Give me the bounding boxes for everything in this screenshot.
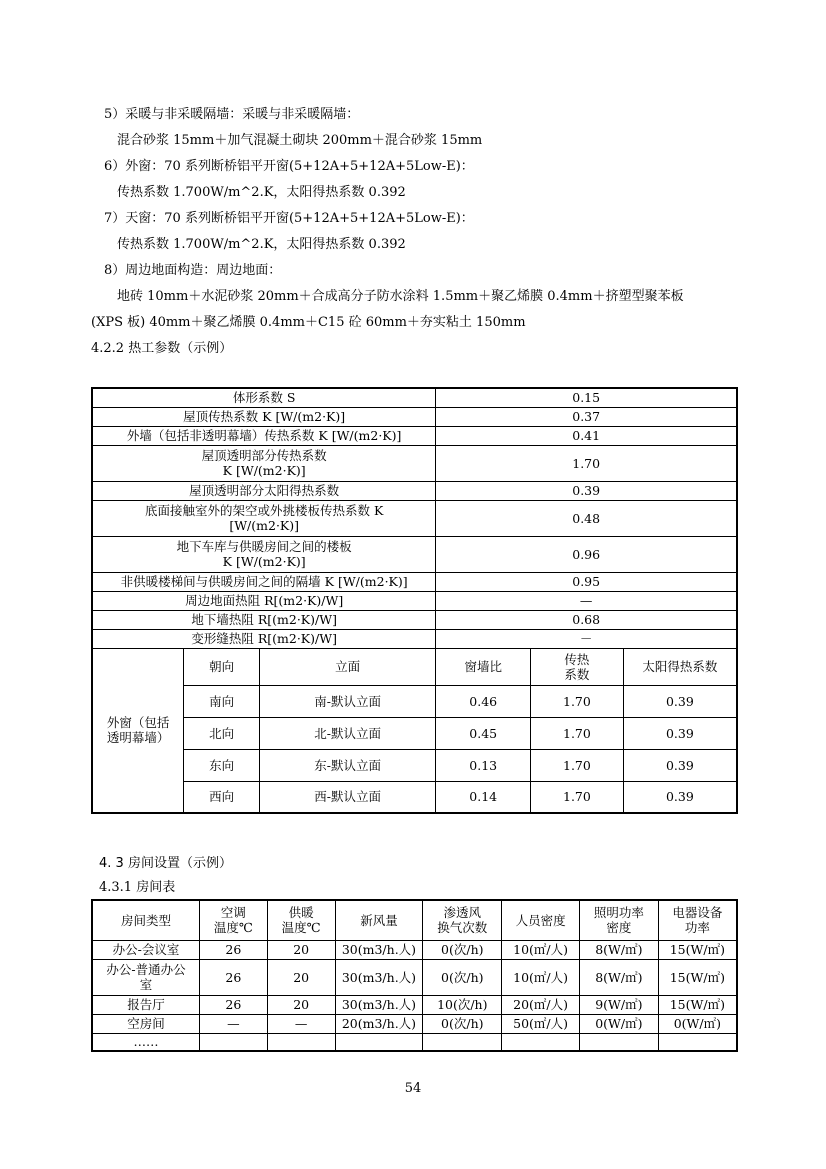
column-header — [200, 900, 268, 940]
parameter-label: 周边地面热阻 R[(m2·K)/W] — [185, 593, 344, 608]
room-value-cell — [335, 959, 423, 995]
text-line: 6）外窗：70 系列断桥铝平开窗(5+12A+5+12A+5Low-E)： — [104, 159, 474, 174]
cell-text: 1.70 — [563, 757, 591, 773]
room-value-cell — [200, 940, 268, 959]
cell-text: 15(W/㎡) — [669, 942, 725, 957]
parameter-value: — — [579, 593, 593, 608]
column-header — [658, 900, 737, 940]
parameter-label-cell — [92, 536, 436, 572]
table-row — [92, 591, 737, 610]
cell-text: 20 — [293, 969, 310, 985]
room-value-cell — [658, 1014, 737, 1033]
room-value-cell — [200, 959, 268, 995]
cell-text: — — [227, 1016, 240, 1031]
window-cell-facade — [259, 749, 435, 781]
cell-text: 0(次/h) — [441, 942, 484, 957]
thermal-parameters-table — [91, 387, 738, 814]
parameter-label-cell — [92, 610, 436, 629]
empty-cell — [335, 1033, 423, 1051]
section-heading: 4.2.2 热工参数（示例） — [91, 341, 233, 356]
header-text: 朝向 — [209, 659, 235, 674]
cell-text: 东向 — [209, 757, 235, 773]
parameter-value: － — [579, 631, 593, 646]
room-value-cell — [423, 1014, 502, 1033]
parameter-value-cell — [436, 445, 737, 481]
window-cell-shgc — [623, 781, 737, 813]
cell-text: 西-默认立面 — [314, 789, 382, 805]
text-line: 混合砂浆 15mm＋加气混凝土砌块 200mm＋混合砂浆 15mm — [117, 133, 483, 148]
parameter-label-cell — [92, 426, 436, 445]
window-cell-shgc — [623, 685, 737, 717]
cell-text: 10(㎡/人) — [513, 942, 569, 957]
table-row — [92, 500, 737, 536]
window-cell-ratio — [436, 781, 531, 813]
room-value-cell — [658, 995, 737, 1014]
cell-text: 南向 — [209, 693, 235, 709]
cell-text: 办公-普通办公 — [106, 962, 186, 977]
parameter-value: 0.15 — [572, 390, 601, 406]
text-line: 8）周边地面构造：周边地面： — [104, 263, 282, 278]
parameter-label: 地下墙热阻 R[(m2·K)/W] — [191, 612, 337, 627]
cell-text: 26 — [225, 942, 242, 957]
header-text: 新风量 — [360, 912, 398, 928]
window-cell-facade — [259, 685, 435, 717]
cell-text: 1.70 — [563, 725, 591, 741]
window-cell-ratio — [436, 749, 531, 781]
cell-text: 0.46 — [469, 693, 498, 709]
room-type-cell — [92, 959, 200, 995]
text-line: 5）采暖与非采暖隔墙：采暖与非采暖隔墙： — [104, 107, 360, 122]
room-value-cell — [658, 959, 737, 995]
parameter-value: 0.95 — [572, 574, 601, 589]
header-text: 电器设备 — [672, 905, 723, 921]
window-cell-u — [531, 781, 624, 813]
room-value-cell — [267, 959, 335, 995]
cell-text: 15(W/㎡) — [669, 997, 725, 1012]
header-text: 供暖 — [288, 905, 314, 921]
table-row — [92, 536, 737, 572]
window-cell-facade — [259, 781, 435, 813]
room-value-cell — [502, 940, 580, 959]
column-header — [335, 900, 423, 940]
table-row — [92, 426, 737, 445]
header-text: 人员密度 — [515, 912, 566, 928]
page-number: 54 — [404, 1081, 422, 1096]
window-cell-shgc — [623, 717, 737, 749]
cell-text: 报告厅 — [127, 997, 165, 1012]
header-text: 窗墙比 — [464, 659, 502, 674]
cell-text: 北-默认立面 — [314, 725, 382, 741]
parameter-value-cell — [436, 572, 737, 591]
parameter-label-cell — [92, 388, 436, 407]
text-line: 7）天窗：70 系列断桥铝平开窗(5+12A+5+12A+5Low-E)： — [104, 211, 474, 226]
window-cell-u — [531, 749, 624, 781]
table-row — [92, 610, 737, 629]
column-header — [259, 648, 435, 685]
room-header-row — [92, 900, 737, 940]
room-value-cell — [200, 995, 268, 1014]
empty-cell — [502, 1033, 580, 1051]
table-row — [92, 388, 737, 407]
text-line: 地砖 10mm＋水泥砂浆 20mm＋合成高分子防水涂料 1.5mm＋聚乙烯膜 0.4mm＋挤塑型聚苯板 — [117, 289, 684, 304]
cell-text: 20(㎡/人) — [513, 997, 569, 1012]
room-value-cell — [267, 1014, 335, 1033]
cell-text: 西向 — [209, 789, 235, 805]
table-row — [92, 1014, 737, 1033]
table-row — [92, 572, 737, 591]
parameter-label: 屋顶传热系数 K [W/(m2·K)] — [183, 409, 346, 424]
cell-text: 办公-会议室 — [112, 942, 180, 957]
column-header — [423, 900, 502, 940]
cell-text: 8(W/㎡) — [595, 969, 643, 985]
text-line: (XPS 板) 40mm＋聚乙烯膜 0.4mm＋C15 砼 60mm＋夯实粘土 150mm — [91, 315, 526, 330]
parameter-label: K [W/(m2·K)] — [222, 463, 306, 478]
window-header-row — [92, 648, 737, 685]
section-heading: 4. 3 房间设置（示例） — [99, 856, 232, 871]
column-header — [531, 648, 624, 685]
text-line: 传热系数 1.700W/m^2.K，太阳得热系数 0.392 — [117, 185, 406, 200]
column-header — [579, 900, 658, 940]
window-cell-facade — [259, 717, 435, 749]
text-line: 传热系数 1.700W/m^2.K，太阳得热系数 0.392 — [117, 237, 406, 252]
table-row — [92, 685, 737, 717]
parameter-label-cell — [92, 407, 436, 426]
window-cell-ratio — [436, 717, 531, 749]
parameter-label: 非供暖楼梯间与供暖房间之间的隔墙 K [W/(m2·K)] — [120, 574, 408, 589]
window-cell-orientation — [184, 717, 260, 749]
empty-cell — [579, 1033, 658, 1051]
cell-text: 0.45 — [469, 725, 498, 741]
empty-cell — [267, 1033, 335, 1051]
empty-cell — [423, 1033, 502, 1051]
cell-text: 30(m3/h.人) — [341, 942, 417, 957]
cell-text: 1.70 — [563, 789, 591, 805]
parameter-label-cell — [92, 481, 436, 500]
cell-text: — — [294, 1016, 308, 1031]
cell-text: 0(次/h) — [441, 1016, 484, 1031]
header-text: 房间类型 — [120, 912, 171, 928]
header-text: 温度℃ — [213, 920, 253, 936]
room-type-cell — [92, 940, 200, 959]
parameter-label: 变形缝热阻 R[(m2·K)/W] — [191, 631, 337, 646]
room-value-cell — [200, 1014, 268, 1033]
table-row — [92, 445, 737, 481]
room-value-cell — [335, 995, 423, 1014]
ellipsis-cell — [92, 1033, 200, 1051]
window-group-label — [92, 648, 184, 813]
column-header — [267, 900, 335, 940]
room-value-cell — [423, 995, 502, 1014]
cell-text: 10(次/h) — [437, 997, 488, 1012]
cell-text: 空房间 — [127, 1016, 165, 1031]
table-row — [92, 407, 737, 426]
window-cell-u — [531, 685, 624, 717]
cell-text: 室 — [139, 977, 153, 992]
room-value-cell — [579, 940, 658, 959]
column-header — [184, 648, 260, 685]
header-text: 功率 — [684, 920, 710, 936]
cell-text: 50(㎡/人) — [513, 1016, 569, 1031]
table-row — [92, 781, 737, 813]
header-text: 立面 — [335, 659, 361, 674]
room-table — [91, 899, 738, 1052]
room-value-cell — [579, 1014, 658, 1033]
parameter-value-cell — [436, 426, 737, 445]
parameter-value: 0.48 — [572, 510, 601, 526]
cell-text: 30(m3/h.人) — [341, 969, 417, 985]
cell-text: 20 — [293, 997, 310, 1012]
parameter-label: 屋顶透明部分传热系数 — [201, 448, 327, 463]
header-text: 空调 — [220, 905, 246, 921]
room-type-cell — [92, 995, 200, 1014]
column-header — [92, 900, 200, 940]
table-row — [92, 717, 737, 749]
cell-text: 0(W/㎡) — [673, 1016, 721, 1031]
header-text: 太阳得热系数 — [642, 659, 718, 674]
window-cell-u — [531, 717, 624, 749]
parameter-value: 0.68 — [572, 612, 601, 627]
header-text: 渗透风 — [443, 905, 482, 921]
header-text: 换气次数 — [437, 920, 488, 936]
cell-text: 30(m3/h.人) — [341, 997, 417, 1012]
room-value-cell — [267, 940, 335, 959]
parameter-label-cell — [92, 629, 436, 648]
table-row — [92, 629, 737, 648]
window-cell-orientation — [184, 749, 260, 781]
header-text: 传热 — [564, 651, 590, 667]
table-row — [92, 959, 737, 995]
parameter-value: 0.37 — [572, 409, 601, 424]
parameter-value-cell — [436, 629, 737, 648]
room-value-cell — [502, 959, 580, 995]
parameter-label: 体形系数 S — [232, 390, 296, 406]
cell-text: 20 — [293, 942, 310, 957]
ellipsis: …… — [133, 1034, 159, 1050]
room-value-cell — [335, 940, 423, 959]
cell-text: 0(次/h) — [441, 969, 484, 985]
header-text: 照明功率 — [593, 905, 644, 921]
cell-text: 1.70 — [563, 693, 591, 709]
parameter-value-cell — [436, 610, 737, 629]
group-label: 外窗（包括 — [106, 715, 170, 731]
cell-text: 0(W/㎡) — [595, 1016, 643, 1031]
room-value-cell — [658, 940, 737, 959]
parameter-value: 0.39 — [572, 483, 601, 498]
parameter-value-cell — [436, 536, 737, 572]
column-header — [502, 900, 580, 940]
room-value-cell — [423, 959, 502, 995]
cell-text: 0.39 — [665, 789, 694, 805]
cell-text: 8(W/㎡) — [595, 942, 643, 957]
parameter-label-cell — [92, 445, 436, 481]
header-text: 密度 — [606, 920, 632, 936]
cell-text: 20(m3/h.人) — [341, 1016, 417, 1031]
parameter-label-cell — [92, 572, 436, 591]
group-label: 透明幕墙） — [106, 730, 170, 746]
cell-text: 0.39 — [665, 757, 694, 773]
room-value-cell — [335, 1014, 423, 1033]
parameter-label: 底面接触室外的架空或外挑楼板传热系数 K — [145, 503, 384, 518]
cell-text: 9(W/㎡) — [595, 997, 643, 1012]
parameter-label: K [W/(m2·K)] — [222, 554, 306, 569]
cell-text: 0.14 — [469, 789, 498, 805]
parameter-label: 地下车库与供暖房间之间的楼板 — [176, 539, 352, 554]
column-header — [436, 648, 531, 685]
header-text: 系数 — [564, 666, 590, 682]
parameter-label-cell — [92, 591, 436, 610]
section-heading: 4.3.1 房间表 — [99, 880, 176, 895]
cell-text: 10(㎡/人) — [513, 969, 569, 985]
cell-text: 26 — [225, 969, 242, 985]
parameter-value-cell — [436, 591, 737, 610]
parameter-label: 屋顶透明部分太阳得热系数 — [189, 483, 340, 498]
header-text: 温度℃ — [281, 920, 321, 936]
parameter-label: [W/(m2·K)] — [229, 518, 300, 533]
table-row — [92, 995, 737, 1014]
window-cell-orientation — [184, 685, 260, 717]
window-cell-ratio — [436, 685, 531, 717]
parameter-value-cell — [436, 407, 737, 426]
parameter-value-cell — [436, 388, 737, 407]
table-row — [92, 940, 737, 959]
parameter-label-cell — [92, 500, 436, 536]
cell-text: 南-默认立面 — [314, 693, 382, 709]
cell-text: 北向 — [209, 725, 235, 741]
room-value-cell — [423, 940, 502, 959]
cell-text: 0.39 — [665, 693, 694, 709]
cell-text: 0.13 — [469, 757, 498, 773]
parameter-value: 0.41 — [572, 428, 601, 443]
parameter-value: 0.96 — [572, 546, 601, 562]
empty-cell — [200, 1033, 268, 1051]
table-row — [92, 749, 737, 781]
parameter-value-cell — [436, 481, 737, 500]
cell-text: 15(W/㎡) — [669, 969, 725, 985]
cell-text: 0.39 — [665, 725, 694, 741]
column-header — [623, 648, 737, 685]
table-row — [92, 1033, 737, 1051]
parameter-label: 外墙（包括非透明幕墙）传热系数 K [W/(m2·K)] — [126, 428, 402, 443]
cell-text: 26 — [225, 997, 242, 1012]
room-type-cell — [92, 1014, 200, 1033]
parameter-value-cell — [436, 500, 737, 536]
table-row — [92, 481, 737, 500]
room-value-cell — [579, 995, 658, 1014]
parameter-value: 1.70 — [572, 455, 601, 471]
room-value-cell — [502, 1014, 580, 1033]
window-cell-shgc — [623, 749, 737, 781]
empty-cell — [658, 1033, 737, 1051]
room-value-cell — [579, 959, 658, 995]
cell-text: 东-默认立面 — [314, 757, 382, 773]
room-value-cell — [267, 995, 335, 1014]
window-cell-orientation — [184, 781, 260, 813]
room-value-cell — [502, 995, 580, 1014]
